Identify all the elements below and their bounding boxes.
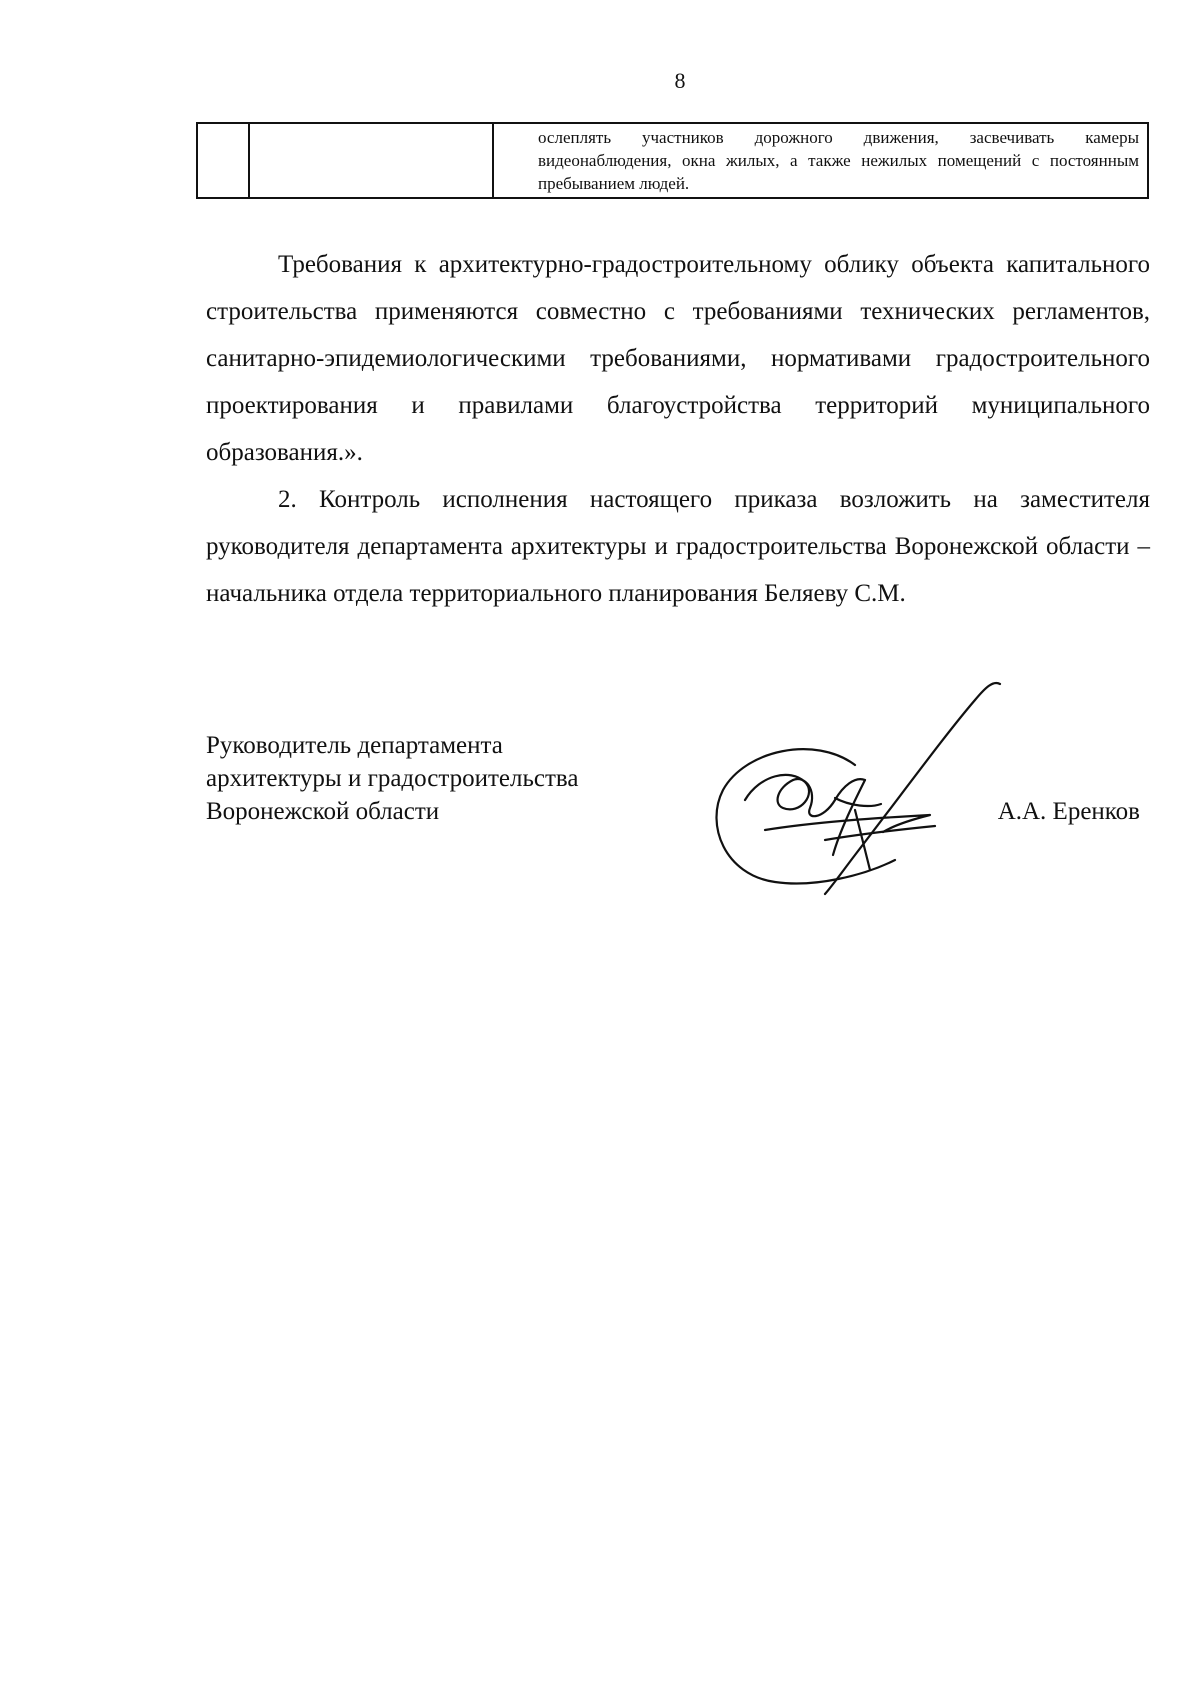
table-cell-text: ослеплять участников дорожного движения, засвечивать камеры видеонаблюдения, окна жилых, а также нежилых помещений с постоянным пребыванием людей. <box>493 123 1148 198</box>
paragraph-requirements: Требования к архитектурно-градостроительному облику объекта капитального строительства применяются совместно с требованиями технических регламентов, санитарно-эпидемиологическими требованиями, нормативами градостроительного проектирования и правилами благоустройства территорий муниципального образования.». <box>206 251 1150 466</box>
handwritten-signature <box>705 680 1015 900</box>
signatory-title-line: Руководитель департамента <box>206 732 503 759</box>
signatory-title-line: архитектуры и градостроительства <box>206 765 579 792</box>
document-body <box>206 241 1150 617</box>
continuation-table <box>196 122 1149 199</box>
signatory-title <box>206 729 578 828</box>
table-cell-empty-1 <box>197 123 249 198</box>
signatory-title-line: Воронежской области <box>206 798 440 825</box>
paragraph-control: 2. Контроль исполнения настоящего приказа возложить на заместителя руководителя департамента архитектуры и градостроительства Воронежской области – начальника отдела территориального планирования Беляеву С.М. <box>206 486 1150 607</box>
table-cell-empty-2 <box>249 123 493 198</box>
signatory-name: А.А. Еренков <box>997 798 1140 825</box>
page-number: 8 <box>674 68 686 93</box>
table-row <box>197 123 1148 198</box>
